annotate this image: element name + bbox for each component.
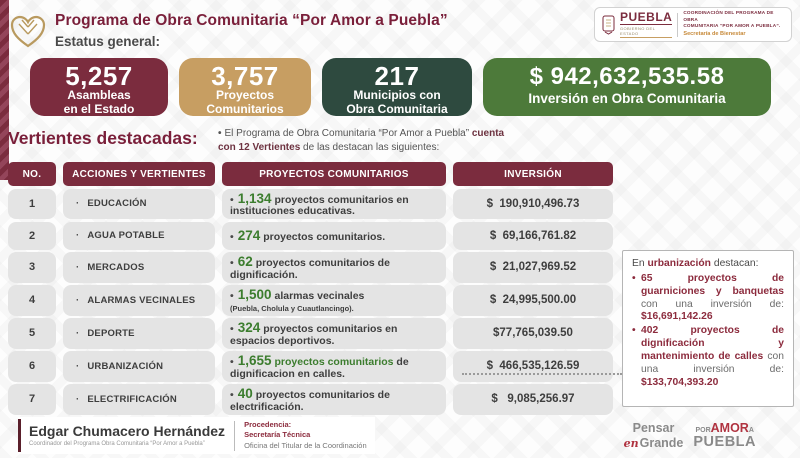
action-label: · DEPORTE: [63, 318, 215, 349]
procedencia-secretaria: Secretaría Técnica: [244, 429, 311, 439]
por-amor-a-puebla-logo: PORAMORA PUEBLA: [693, 420, 756, 451]
row-number: 7: [8, 384, 56, 415]
page-subtitle: Estatus general:: [55, 34, 161, 49]
stat-inversion: [483, 58, 771, 116]
stat-label: Asambleas: [67, 88, 131, 102]
org-line1: COORDINACIÓN DEL PROGRAMA DE OBRA: [683, 10, 774, 22]
callout-item: • 65 proyectos de guarniciones y banquetas con una inversión de: $16,691,142.26: [632, 273, 784, 324]
puebla-brand-sub: GOBIERNO DEL ESTADO: [620, 24, 672, 38]
investment-cell: $ 466,535,126.59: [453, 351, 613, 382]
footer-accent-bar: [18, 419, 21, 452]
header: [8, 12, 448, 52]
footer-logos: [624, 420, 756, 450]
stat-value: 5,257: [65, 61, 133, 91]
stat-value: 3,757: [211, 61, 279, 91]
header-proyectos: PROYECTOS COMUNITARIOS: [222, 162, 446, 186]
row-number: 6: [8, 351, 56, 382]
procedencia-label: Procedencia:: [244, 419, 292, 429]
action-label: · EDUCACIÓN: [63, 189, 215, 220]
projects-cell: • 274 proyectos comunitarios.: [222, 222, 446, 250]
vertientes-table: [8, 162, 622, 415]
hands-heart-logo-icon: [8, 12, 48, 52]
row-number: 2: [8, 222, 56, 250]
author-name: Edgar Chumacero Hernández: [29, 423, 226, 440]
author-role: Coordinador del Programa Obra Comunitaria “Por Amor a Puebla”: [29, 440, 205, 447]
table-row: [8, 318, 622, 349]
puebla-brand-label: PUEBLA: [620, 10, 673, 24]
callout-item: • 402 proyectos de dignificación y mantenimiento de calles con una inversión de: $133,704,393.20: [632, 325, 784, 389]
investment-cell: $ 24,995,500.00: [453, 285, 613, 316]
pensar-en-grande-logo: Pensar enGrande: [623, 421, 684, 451]
footer-divider: [234, 421, 235, 451]
org-identity-box: [594, 7, 792, 42]
action-label: · URBANIZACIÓN: [63, 351, 215, 382]
org-line3: Secretaría de Bienestar: [683, 30, 746, 37]
section-title: Vertientes destacadas:: [8, 128, 198, 148]
projects-cell: • 62 proyectos comunitarios de dignificación.: [222, 252, 446, 283]
org-divider: [677, 13, 678, 37]
projects-cell: • 1,134 proyectos comunitarios en instituciones educativas.: [222, 189, 446, 220]
header-no: NO.: [8, 162, 56, 186]
stat-value: $ 942,632,535.58: [529, 63, 725, 90]
action-label: · ALARMAS VECINALES: [63, 285, 215, 316]
row-number: 3: [8, 252, 56, 283]
callout-title: En urbanización destacan:: [632, 258, 759, 269]
table-row: [8, 222, 622, 250]
org-line2: COMUNITARIA “POR AMOR A PUEBLA”.: [683, 23, 781, 29]
table-row: [8, 285, 622, 316]
projects-cell: • 40 proyectos comunitarios de electrificación.: [222, 384, 446, 415]
footer: [18, 417, 375, 454]
dotted-connector-line: [462, 373, 622, 375]
page-title: Programa de Obra Comunitaria “Por Amor a Puebla”: [55, 12, 448, 29]
action-label: · MERCADOS: [63, 252, 215, 283]
header-acciones: ACCIONES Y VERTIENTES: [63, 162, 215, 186]
projects-cell: • 324 proyectos comunitarios en espacios deportivos.: [222, 318, 446, 349]
stat-proyectos: 3,757 Proyectos Comunitarios: [179, 58, 311, 116]
projects-cell: • 1,655 proyectos comunitarios de dignificacion en calles.: [222, 351, 446, 382]
urbanizacion-callout-box: [622, 250, 794, 407]
investment-cell: $77,765,039.50: [453, 318, 613, 349]
table-row: [8, 384, 622, 415]
investment-cell: $ 9,085,256.97: [453, 384, 613, 415]
stat-municipios: 217 Municipios con Obra Comunitaria: [322, 58, 472, 116]
bullet-icon: •: [218, 128, 222, 139]
investment-cell: $ 190,910,496.73: [453, 189, 613, 220]
table-header-row: [8, 162, 622, 186]
investment-cell: $ 69,166,761.82: [453, 222, 613, 250]
table-row: [8, 252, 622, 283]
table-row: [8, 351, 622, 382]
action-label: · AGUA POTABLE: [63, 222, 215, 250]
table-row: [8, 189, 622, 220]
puebla-crest-icon: [602, 15, 615, 35]
stat-value: 217: [374, 61, 420, 91]
header-inversion: INVERSIÓN: [453, 162, 613, 186]
row-number: 4: [8, 285, 56, 316]
stat-label: Municipios con: [353, 88, 441, 102]
stats-row: [30, 58, 771, 116]
stat-label: Inversión en Obra Comunitaria: [528, 91, 726, 106]
investment-cell: $ 21,027,969.52: [453, 252, 613, 283]
stat-asambleas: 5,257 Asambleas en el Estado: [30, 58, 168, 116]
action-label: · ELECTRIFICACIÓN: [63, 384, 215, 415]
row-number: 5: [8, 318, 56, 349]
procedencia-oficina: Oficina del Titular de la Coordinación: [244, 441, 367, 450]
row-number: 1: [8, 189, 56, 220]
projects-cell: • 1,500 alarmas vecinales (Puebla, Cholula y Cuautlancingo).: [222, 285, 446, 316]
section-note: • El Programa de Obra Comunitaria “Por Amor a Puebla” cuenta con 12 Vertientes de las destacan las siguientes:: [218, 128, 505, 153]
stat-label: Proyectos: [215, 88, 275, 102]
